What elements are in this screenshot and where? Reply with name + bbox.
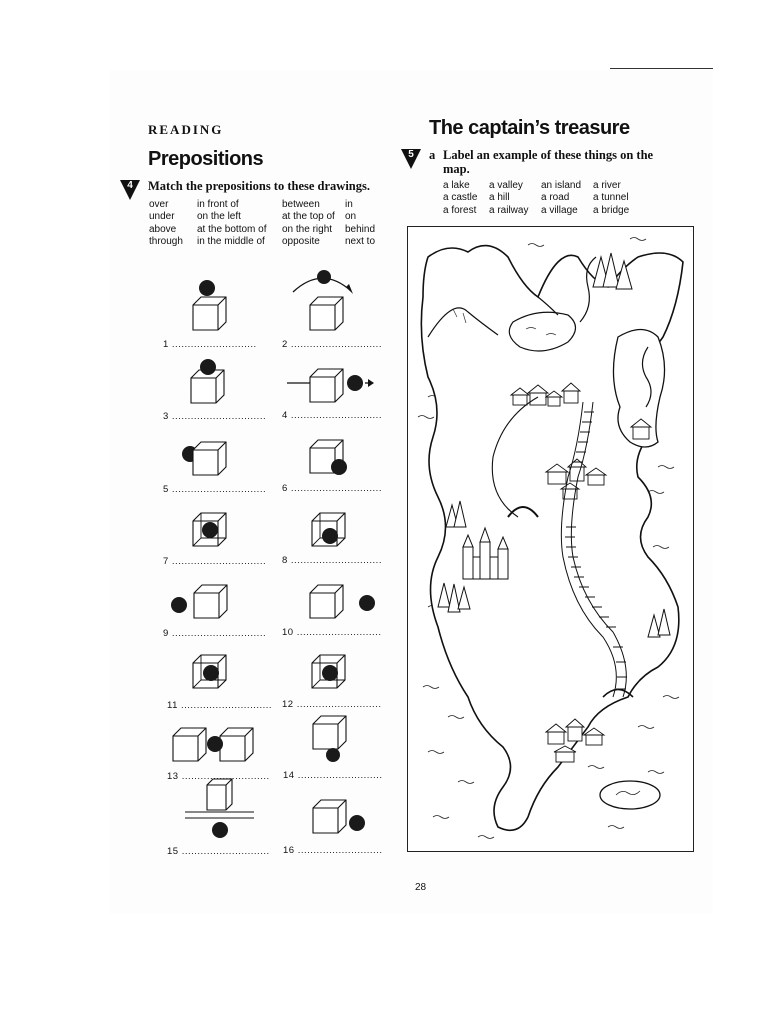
preposition-word: on the right [282, 223, 333, 235]
preposition-word: behind [345, 223, 376, 235]
preposition-word: in [345, 199, 353, 210]
drawing-4 [287, 369, 374, 402]
exercise-4-number: 4 [127, 180, 133, 191]
vocab-word: an island [541, 180, 582, 191]
treasure-title: The captain’s treasure [429, 117, 630, 139]
vocab-word: a bridge [593, 204, 630, 216]
vocab-column-4 [593, 180, 629, 217]
answer-line-8[interactable]: 8 ............................. [282, 555, 382, 566]
vocab-word: a forest [443, 204, 477, 216]
page-number: 28 [415, 882, 427, 893]
vocab-word: a road [541, 192, 570, 204]
answer-line-15[interactable]: 15 ............................ [167, 846, 270, 857]
vocab-column-3 [541, 180, 581, 217]
exercise-5-number: 5 [408, 149, 414, 160]
preposition-word: through [149, 235, 183, 247]
vocab-column-2 [489, 180, 528, 217]
preposition-word: next to [345, 235, 376, 247]
drawing-14 [313, 716, 346, 762]
preposition-word: in front of [197, 199, 239, 210]
drawing-10 [310, 585, 375, 618]
vocab-word: a village [541, 204, 578, 216]
answer-line-14[interactable]: 14 ........................... [283, 770, 383, 781]
treasure-map [407, 226, 694, 852]
preposition-word: above [149, 223, 177, 235]
part-a-label: a [429, 148, 436, 162]
answer-line-3[interactable]: 3 .............................. [163, 411, 267, 422]
drawing-6 [310, 440, 347, 475]
drawing-13 [173, 728, 253, 761]
answer-line-7[interactable]: 7 .............................. [163, 556, 267, 567]
map-illustration [408, 227, 695, 853]
answer-line-9[interactable]: 9 .............................. [163, 628, 267, 639]
vocab-word: a railway [489, 204, 529, 216]
drawing-8 [312, 513, 345, 546]
vocab-word: a tunnel [593, 192, 629, 204]
answer-line-6[interactable]: 6 ............................. [282, 483, 382, 494]
answer-line-12[interactable]: 12 ........................... [282, 699, 382, 710]
drawing-1 [193, 280, 226, 330]
preposition-word: under [149, 211, 175, 223]
prepositions-title: Prepositions [148, 148, 264, 170]
answer-line-16[interactable]: 16 ........................... [283, 845, 383, 856]
preposition-word: at the top of [282, 211, 335, 223]
vocab-word: a hill [489, 192, 510, 204]
preposition-word: on the left [197, 211, 241, 223]
answer-line-2[interactable]: 2 ............................. [282, 339, 382, 350]
preposition-word: in the middle of [197, 235, 265, 247]
section-label: READING [148, 122, 224, 137]
preposition-word: at the bottom of [197, 223, 267, 235]
drawing-3 [191, 359, 224, 403]
vocab-column-1 [443, 180, 477, 217]
answer-line-1[interactable]: 1 ........................... [163, 339, 257, 350]
drawing-12 [312, 655, 345, 688]
preposition-word: over [149, 199, 169, 210]
drawing-11 [193, 655, 226, 688]
treasure-instruction: Label an example of these things on the map. [443, 148, 654, 176]
drawing-5 [182, 442, 226, 475]
answer-line-5[interactable]: 5 .............................. [163, 484, 267, 495]
drawing-16 [313, 800, 365, 833]
preposition-word: between [282, 199, 320, 210]
drawing-9 [171, 585, 227, 618]
drawing-7 [193, 513, 226, 546]
answer-line-13[interactable]: 13 ............................ [167, 771, 270, 782]
vocab-word: a lake [443, 180, 470, 191]
drawing-2 [293, 270, 353, 330]
answer-line-4[interactable]: 4 ............................. [282, 410, 382, 421]
drawing-15 [185, 779, 254, 838]
preposition-word: opposite [282, 235, 320, 247]
preposition-word: on [345, 211, 357, 223]
answer-line-10[interactable]: 10 ........................... [282, 627, 382, 638]
vocab-word: a castle [443, 192, 478, 204]
vocab-word: a valley [489, 180, 523, 191]
answer-line-11[interactable]: 11 ............................. [167, 700, 273, 711]
prepositions-instruction: Match the prepositions to these drawings. [148, 179, 370, 193]
vocab-word: a river [593, 180, 621, 191]
